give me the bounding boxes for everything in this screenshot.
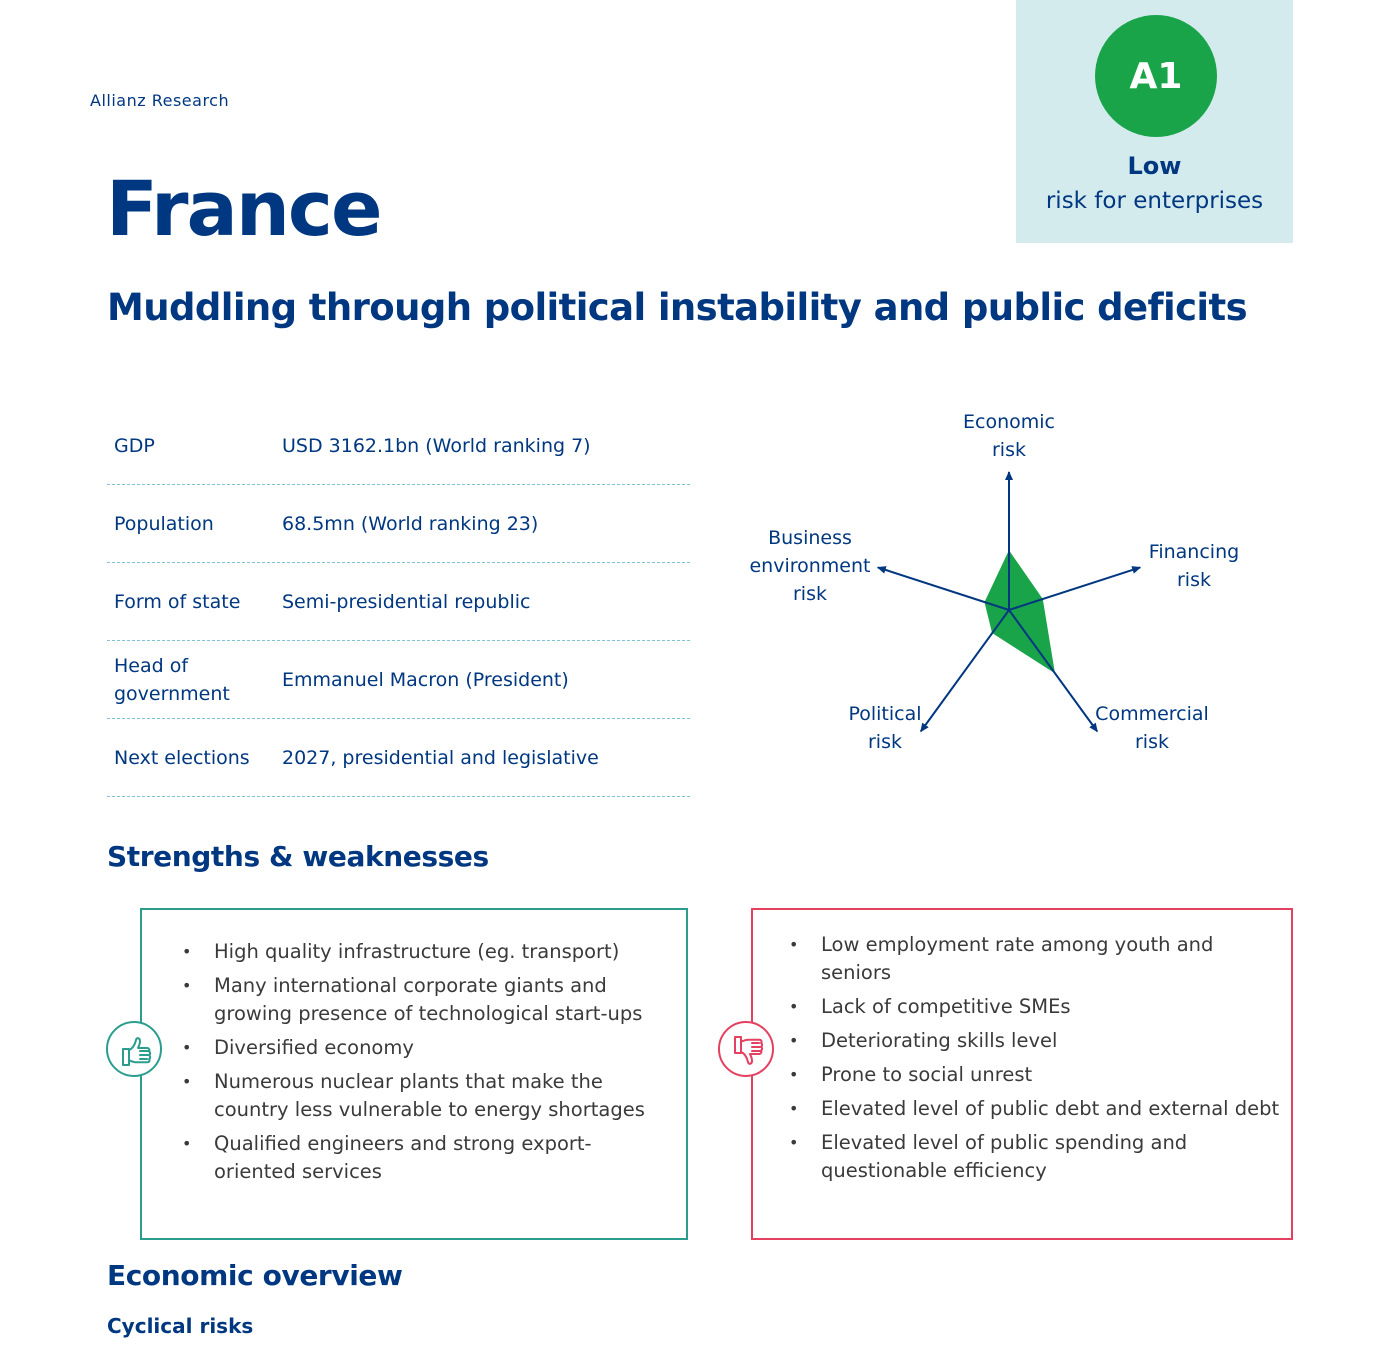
fact-row-next-elections — [107, 719, 690, 797]
fact-row-head-of-government — [107, 641, 690, 719]
fact-label: Population — [114, 512, 214, 535]
weaknesses-list — [789, 931, 1289, 1191]
fact-label: GDP — [114, 434, 155, 457]
cyclical-risks-subtitle: Cyclical risks — [107, 1314, 254, 1338]
strength-item: • High quality infrastructure (eg. transport) — [182, 938, 652, 966]
radar-axis-label: Political risk — [848, 703, 922, 753]
weakness-item: • Elevated level of public debt and external debt — [789, 1095, 1289, 1123]
thumbs-up-icon — [106, 1021, 162, 1077]
strength-item: • Qualified engineers and strong export-oriented services — [182, 1130, 652, 1186]
page-headline: Muddling through political instability and public deficits — [107, 286, 1248, 329]
weakness-item: • Lack of competitive SMEs — [789, 993, 1289, 1021]
strengths-weaknesses-title: Strengths & weaknesses — [107, 840, 489, 873]
radar-axis-label: Economic risk — [963, 411, 1055, 461]
fact-label: Form of state — [114, 590, 241, 613]
country-title: France — [106, 164, 381, 253]
strength-item: • Numerous nuclear plants that make the country less vulnerable to energy shortages — [182, 1068, 652, 1124]
fact-value: Semi-presidential republic — [282, 590, 531, 613]
risk-radar-chart — [730, 400, 1290, 780]
radar-axis-3 — [921, 610, 1009, 731]
strength-item: • Many international corporate giants and growing presence of technological start-ups — [182, 972, 652, 1028]
fact-row-gdp — [107, 407, 690, 485]
economic-overview-title: Economic overview — [107, 1259, 403, 1292]
rating-subtitle: risk for enterprises — [1045, 188, 1264, 214]
strengths-list — [182, 938, 652, 1192]
fact-row-form-of-state — [107, 563, 690, 641]
rating-level: Low — [1127, 152, 1182, 180]
weakness-item: • Low employment rate among youth and seniors — [789, 931, 1289, 987]
radar-risk-area — [985, 551, 1054, 672]
weakness-item: • Deteriorating skills level — [789, 1027, 1289, 1055]
fact-label: Head of government — [114, 654, 230, 705]
strengths-box — [140, 908, 688, 1240]
fact-value: USD 3162.1bn (World ranking 7) — [282, 434, 591, 457]
fact-row-population — [107, 485, 690, 563]
thumbs-down-icon — [718, 1021, 774, 1077]
fact-value: 68.5mn (World ranking 23) — [282, 512, 539, 535]
radar-axis-4 — [878, 567, 1009, 610]
brand-label: Allianz Research — [90, 91, 230, 110]
fact-value: Emmanuel Macron (President) — [282, 668, 569, 691]
weakness-item: • Elevated level of public spending and questionable efficiency — [789, 1129, 1289, 1185]
country-facts-table — [107, 407, 690, 797]
radar-axis-2 — [1009, 610, 1097, 731]
fact-label: Next elections — [114, 746, 250, 769]
radar-axis-label: Financing risk — [1148, 541, 1240, 591]
strength-item: • Diversified economy — [182, 1034, 652, 1062]
weakness-item: • Prone to social unrest — [789, 1061, 1289, 1089]
radar-axis-label: Commercial risk — [1095, 703, 1209, 753]
fact-value: 2027, presidential and legislative — [282, 746, 599, 769]
weaknesses-box — [751, 908, 1293, 1240]
rating-grade-badge: A1 — [1095, 15, 1217, 137]
risk-rating-panel — [1016, 0, 1293, 243]
radar-axis-label: Business environment risk — [749, 527, 871, 605]
